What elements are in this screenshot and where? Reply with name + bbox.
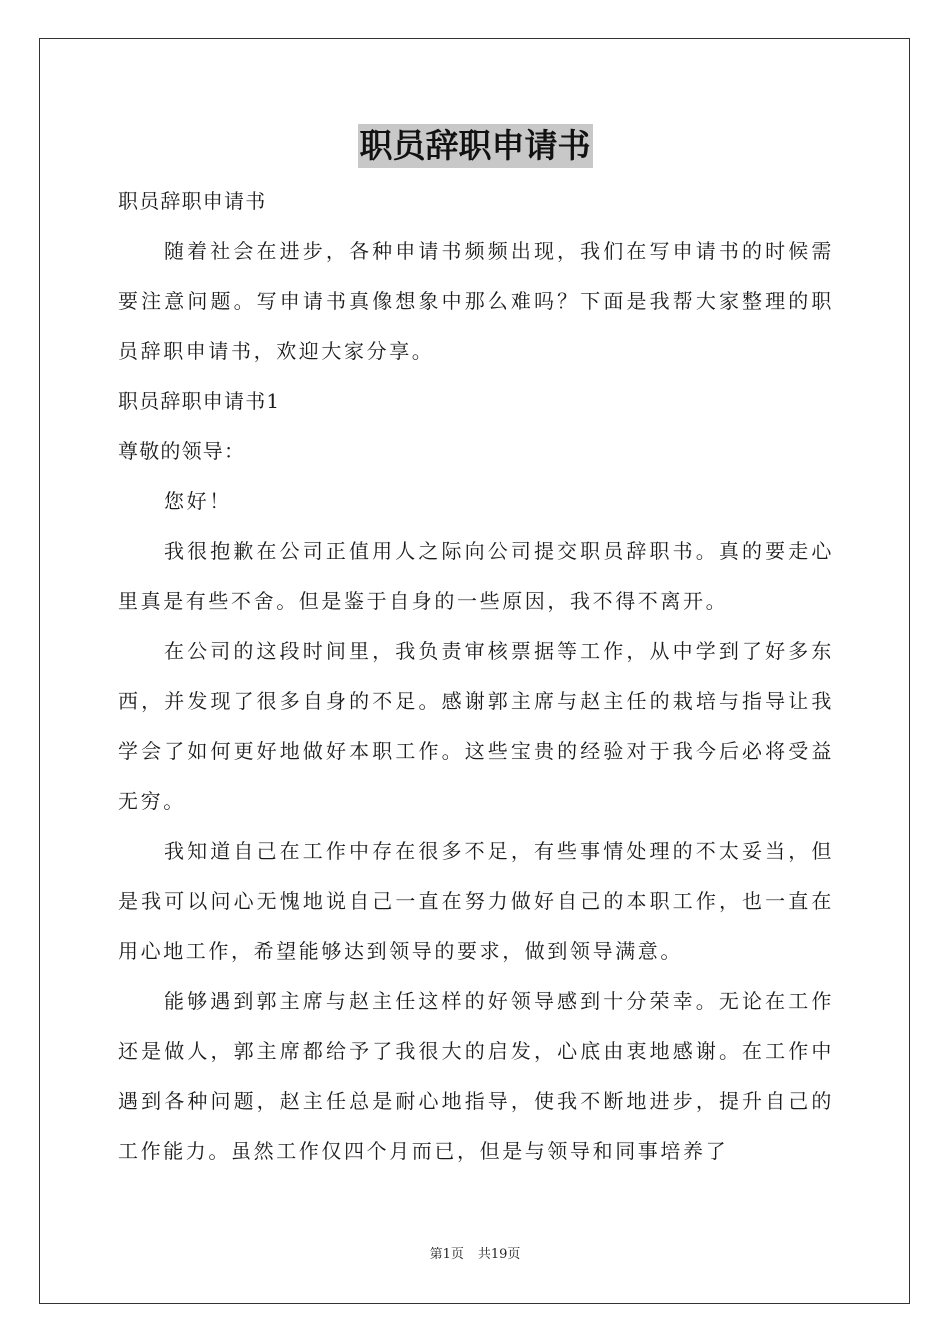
paragraph-intro[interactable]: 随着社会在进步，各种申请书频频出现，我们在写申请书的时候需要注意问题。写申请书真像想象中那么难吗？下面是我帮大家整理的职员辞职申请书，欢迎大家分享。 bbox=[118, 239, 834, 363]
title-container bbox=[0, 124, 950, 168]
paragraph-section-title[interactable]: 职员辞职申请书1 bbox=[118, 389, 281, 413]
document-title[interactable]: 职员辞职申请书 bbox=[358, 124, 593, 168]
document-body bbox=[118, 176, 834, 1176]
paragraph-body[interactable]: 我很抱歉在公司正值用人之际向公司提交职员辞职书。真的要走心里真是有些不舍。但是鉴于自身的一些原因，我不得不离开。 bbox=[118, 539, 834, 613]
paragraph-greeting[interactable]: 您好！ bbox=[164, 489, 232, 513]
paragraph-body[interactable]: 能够遇到郭主席与赵主任这样的好领导感到十分荣幸。无论在工作还是做人，郭主席都给予了我很大的启发，心底由衷地感谢。在工作中遇到各种问题，赵主任总是耐心地指导，使我不断地进步，提升自己的工作能力。虽然工作仅四个月而已，但是与领导和同事培养了 bbox=[118, 989, 834, 1163]
paragraph-body[interactable]: 我知道自己在工作中存在很多不足，有些事情处理的不太妥当，但是我可以问心无愧地说自己一直在努力做好自己的本职工作，也一直在用心地工作，希望能够达到领导的要求，做到领导满意。 bbox=[118, 839, 834, 963]
page-footer bbox=[0, 1246, 950, 1264]
page-number: 第1页 bbox=[429, 1247, 464, 1262]
paragraph-heading[interactable]: 职员辞职申请书 bbox=[118, 189, 267, 213]
paragraph-body[interactable]: 在公司的这段时间里，我负责审核票据等工作，从中学到了好多东西，并发现了很多自身的不足。感谢郭主席与赵主任的栽培与指导让我学会了如何更好地做好本职工作。这些宝贵的经验对于我今后必将受益无穷。 bbox=[118, 639, 834, 813]
paragraph-salutation[interactable]: 尊敬的领导： bbox=[118, 439, 246, 463]
page-total: 共19页 bbox=[477, 1247, 521, 1262]
